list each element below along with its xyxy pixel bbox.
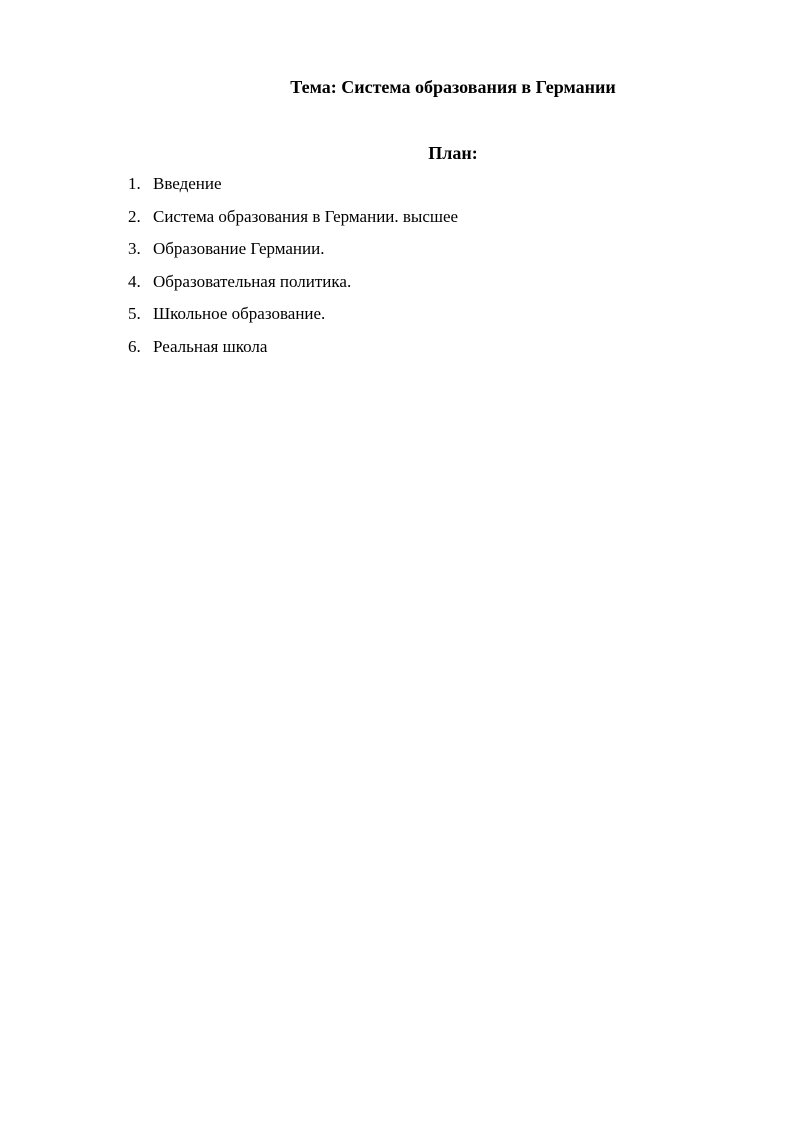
plan-item-number: 1. [128, 174, 141, 193]
plan-heading: План: [428, 143, 478, 163]
plan-item-text: Образование Германии. [153, 239, 325, 259]
plan-item-text: Школьное образование. [153, 304, 326, 324]
plan-item-1 [128, 172, 458, 205]
plan-item-text: Реальная школа [153, 336, 268, 356]
plan-item-6 [128, 335, 458, 368]
plan-item-text: Введение [153, 174, 222, 193]
plan-item-3 [128, 237, 458, 270]
plan-item-2 [128, 205, 458, 238]
plan-item-text: Система образования в Германии. высшее [153, 206, 459, 226]
plan-item-number: 5. [128, 304, 141, 324]
document-topic: Тема: Система образования в Германии [290, 77, 616, 97]
plan-item-number: 4. [128, 271, 141, 291]
plan-item-number: 3. [128, 239, 141, 259]
plan-item-number: 2. [128, 206, 141, 226]
plan-item-4 [128, 270, 458, 303]
plan-list [128, 172, 458, 368]
plan-item-5 [128, 302, 458, 335]
plan-item-text: Образовательная политика. [153, 271, 352, 291]
plan-item-number: 6. [128, 336, 141, 356]
